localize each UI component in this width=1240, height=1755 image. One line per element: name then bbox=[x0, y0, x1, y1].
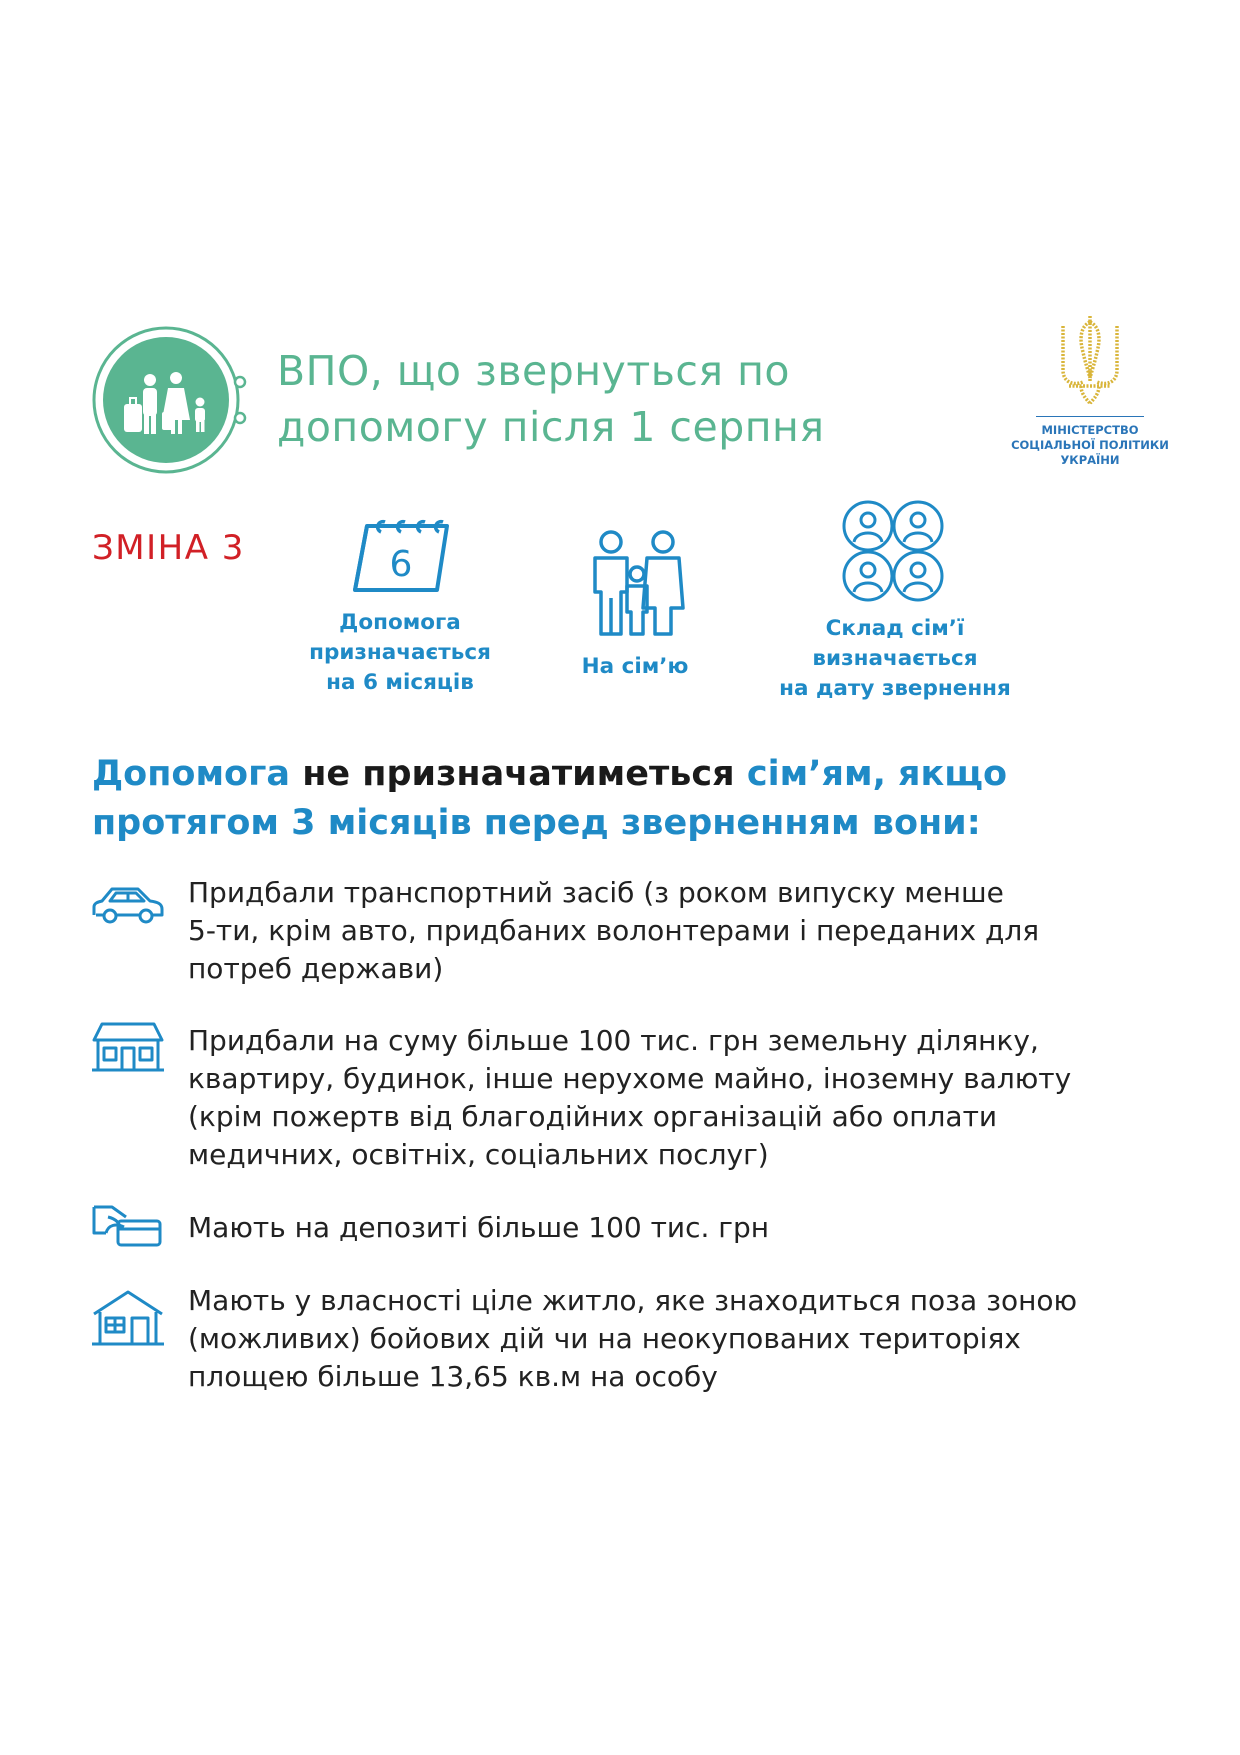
house-icon bbox=[90, 1020, 166, 1074]
people-group-icon bbox=[840, 498, 946, 604]
feature-family-composition: Склад сім’ї визначається на дату звернення bbox=[779, 616, 1011, 701]
page-title bbox=[277, 343, 897, 455]
condition-deposit: Мають на депозиті більше 100 тис. грн bbox=[188, 1211, 770, 1244]
ministry-logo bbox=[1002, 312, 1178, 468]
card-in-hand-icon bbox=[90, 1203, 166, 1249]
car-icon bbox=[90, 885, 166, 929]
section-heading: Допомога не призначатиметься сім’ям, якщо протягом 3 місяців перед зверненням вони: bbox=[92, 754, 1008, 843]
trident-icon bbox=[1055, 312, 1125, 408]
condition-property: Придбали на суму більше 100 тис. грн земельну ділянку, квартиру, будинок, інше нерухоме майно, іноземну валюту (крім пожертв від благодійних організацій або оплати медичних, освітніх, соціальних послуг) bbox=[188, 1024, 1072, 1171]
home-icon bbox=[90, 1288, 166, 1348]
feature-family: На сім’ю bbox=[581, 654, 689, 679]
title-line-2: допомогу після 1 серпня bbox=[277, 403, 825, 451]
calendar-number: 6 bbox=[389, 544, 413, 585]
emblem-divider bbox=[1036, 416, 1144, 417]
family-icon bbox=[585, 528, 685, 638]
title-line-1: ВПО, що звернуться по bbox=[277, 347, 790, 395]
feature-duration: Допомога призначається на 6 місяців bbox=[309, 610, 491, 695]
family-with-luggage-icon bbox=[88, 320, 258, 490]
condition-housing: Мають у власності ціле житло, яке знаходиться поза зоною (можливих) бойових дій чи на неокупованих територіях площею більше 13,65 кв.м на особу bbox=[188, 1284, 1078, 1393]
ministry-name: МІНІСТЕРСТВО СОЦІАЛЬНОЇ ПОЛІТИКИ УКРАЇНИ bbox=[1011, 423, 1169, 467]
change-label: ЗМІНА 3 bbox=[92, 528, 245, 568]
condition-vehicle: Придбали транспортний засіб (з роком випуску менше 5-ти, крім авто, придбаних волонтерами і переданих для потреб держави) bbox=[188, 876, 1040, 985]
calendar-icon bbox=[345, 512, 455, 600]
